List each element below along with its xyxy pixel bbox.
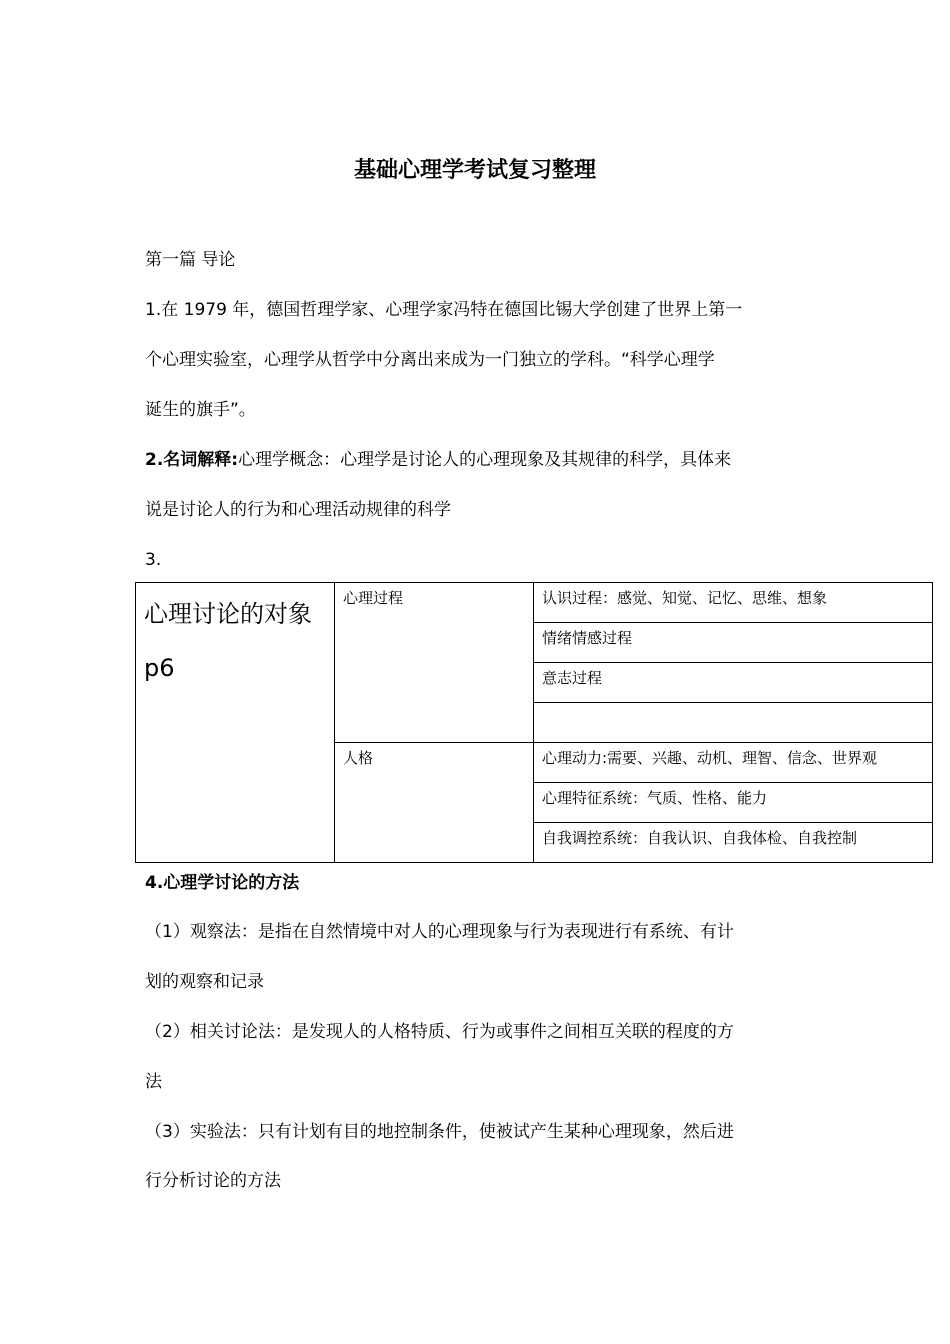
table-cell: 认识过程：感觉、知觉、记忆、思维、想象 [534, 583, 933, 623]
method-2-line-2: 法 [145, 1072, 162, 1092]
definition-term-label: 名词解释: [163, 450, 239, 470]
paragraph-1-line-3: 诞生的旗手”。 [145, 400, 256, 420]
method-1-line-1: （1）观察法：是指在自然情境中对人的心理现象与行为表现进行有系统、有计 [145, 922, 734, 942]
method-3-line-2: 行分析讨论的方法 [145, 1171, 281, 1191]
table-cell: 心理动力:需要、兴趣、动机、理智、信念、世界观 [534, 743, 933, 783]
table-cell: 心理特征系统：气质、性格、能力 [534, 783, 933, 823]
method-2-line-1: （2）相关讨论法：是发现人的人格特质、行为或事件之间相互关联的程度的方 [145, 1022, 734, 1042]
table-cell: 自我调控系统：自我认识、自我体检、自我控制 [534, 823, 933, 863]
table-group-label-process: 心理过程 [335, 583, 534, 743]
method-3-line-1: （3）实验法：只有计划有目的地控制条件，使被试产生某种心理现象，然后进 [145, 1122, 734, 1142]
table-main-label: 心理讨论的对象 p6 [136, 583, 335, 863]
psychology-objects-table [135, 582, 933, 863]
table-cell: 情绪情感过程 [534, 623, 933, 663]
table-group-label-personality: 人格 [335, 743, 534, 863]
table-cell-empty [534, 703, 933, 743]
definition-text: 心理学概念：心理学是讨论人的心理现象及其规律的科学，具体来 [238, 450, 732, 470]
section-heading: 第一篇 导论 [145, 250, 236, 270]
paragraph-2-prefix: 2. [145, 450, 164, 470]
paragraph-2-line-1 [145, 448, 731, 472]
method-1-line-2: 划的观察和记录 [145, 972, 264, 992]
paragraph-1-line-2: 个心理实验室，心理学从哲学中分离出来成为一门独立的学科。“科学心理学 [145, 350, 715, 370]
table-cell: 意志过程 [534, 663, 933, 703]
table-row [136, 583, 933, 623]
paragraph-2-line-2: 说是讨论人的行为和心理活动规律的科学 [145, 500, 451, 520]
paragraph-3-label: 3. [145, 550, 162, 570]
document-title: 基础心理学考试复习整理 [353, 157, 596, 183]
methods-heading: 4.心理学讨论的方法 [145, 873, 300, 893]
paragraph-1-line-1: 1.在 1979 年，德国哲理学家、心理学家冯特在德国比锡大学创建了世界上第一 [145, 300, 743, 320]
